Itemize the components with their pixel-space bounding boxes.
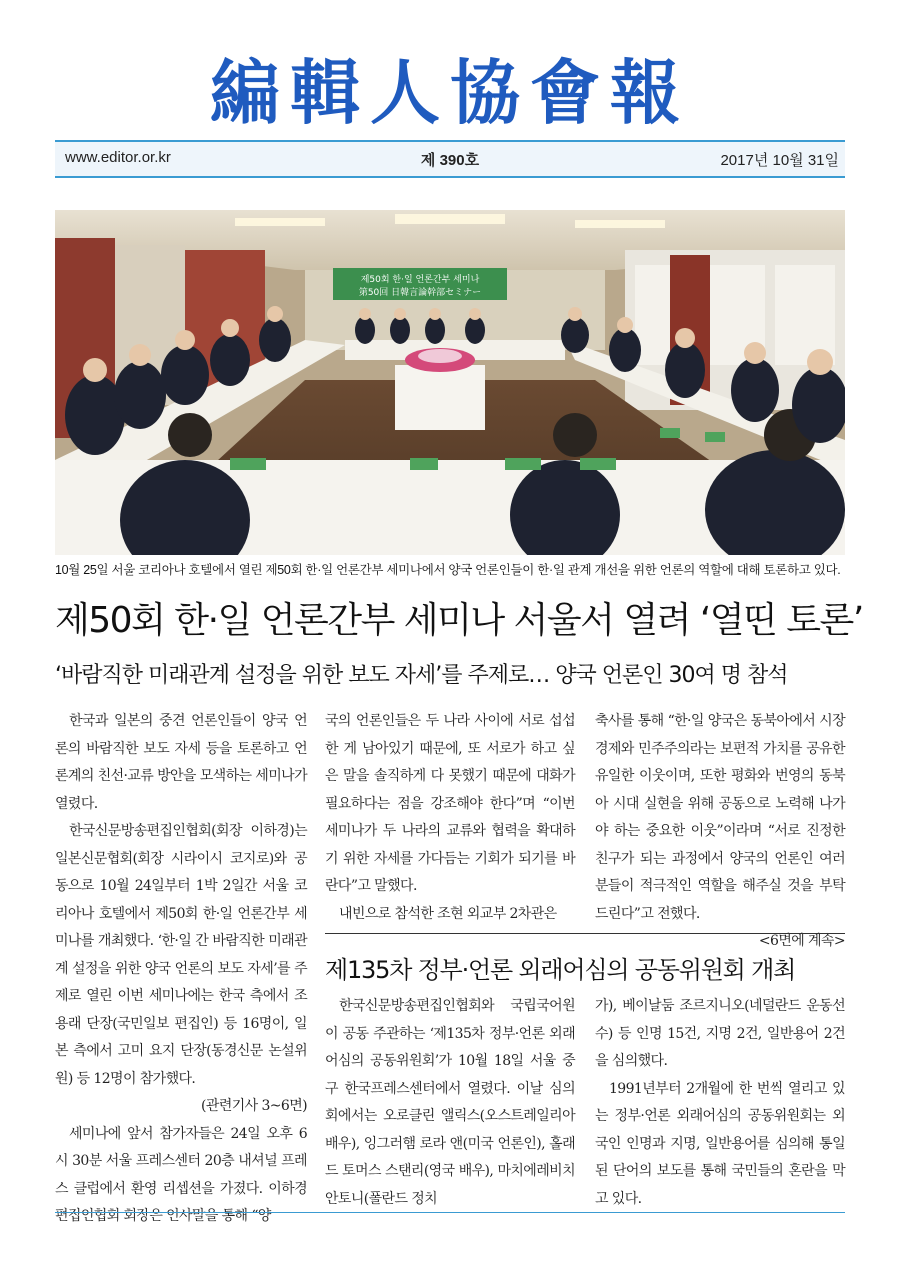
photo-caption: 10월 25일 서울 코리아나 호텔에서 열린 제50회 한·일 언론간부 세미나에서 양국 언론인들이 한·일 관계 개선을 위한 언론의 역할에 대해 토론하고 있다. xyxy=(55,563,841,577)
paragraph: 국의 언론인들은 두 나라 사이에 서로 섭섭한 게 남아있기 때문에, 또 서로가 하고 싶은 말을 솔직하게 다 못했기 때문에 대화가 필요하다는 점을 강조해야 한다”며 “이번 세미나가 두 나라의 교류와 협력을 확대하기 위한 자세를 가다듬는 기회가 되기를 바란다”고 말했다. xyxy=(325,713,575,894)
banner-text-korean: 제50회 한·일 언론간부 세미나 xyxy=(360,275,480,285)
bottom-rule xyxy=(55,1212,845,1213)
article-column-3 xyxy=(595,708,845,956)
section-divider xyxy=(325,933,845,934)
second-article-column-1 xyxy=(325,993,575,1213)
masthead-title: 編輯人協會報 xyxy=(210,52,690,134)
issue-date: 2017년 10월 31일 xyxy=(720,152,839,169)
issue-number: 제 390호 xyxy=(420,152,480,169)
banner-text-japanese: 第50回 日韓言論幹部セミナー xyxy=(358,288,482,298)
main-headline: 제50회 한·일 언론간부 세미나 서울서 열려 ‘열띤 토론’ xyxy=(55,600,863,641)
paragraph: 축사를 통해 “한·일 양국은 동북아에서 시장경제와 민주주의라는 보편적 가치를 공유한 유일한 이웃이며, 또한 평화와 번영의 동북아 시대 실현을 위해 공동으로 노력해 나가야 하는 중요한 이웃”이라며 “서로 진정한 친구가 되는 과정에서 양국의 언론인 여러분들이 적극적인 역할을 해주실 것을 부탁드린다”고 전했다. xyxy=(595,713,845,922)
paragraph: 세미나에 앞서 참가자들은 24일 오후 6시 30분 서울 프레스센터 20층 내셔널 프레스 클럽에서 환영 리셉션을 가졌다. 이하경 편집인협회 회장은 인사말을 통해 “양 xyxy=(55,1125,307,1224)
second-headline: 제135차 정부·언론 외래어심의 공동위원회 개최 xyxy=(325,956,796,984)
paragraph: 내빈으로 참석한 조현 외교부 2차관은 xyxy=(339,905,557,922)
paragraph: 한국신문방송편집인협회와 국립국어원이 공동 주관하는 ‘제135차 정부·언론 외래어심의 공동위원회’가 10월 18일 서울 중구 한국프레스센터에서 열렸다. 이날 심의회에서는 오로클린 앨릭스(오스트레일리아 배우), 잉그러햄 로라 앤(미국 언론인), 홀래드 토머스 스탠리(영국 배우), 마치에레비치 안토니(폴란드 정치 xyxy=(325,998,575,1207)
paragraph: 1991년부터 2개월에 한 번씩 열리고 있는 정부·언론 외래어심의 공동위원회는 외국인 인명과 지명, 일반용어를 심의해 통일된 단어의 보도를 통해 국민들의 혼란을 막고 있다. xyxy=(595,1080,845,1207)
website-url[interactable]: www.editor.or.kr xyxy=(65,149,171,166)
paragraph: 한국신문방송편집인협회(회장 이하경)는 일본신문협회(회장 시라이시 코지로)와 공동으로 10월 24일부터 1박 2일간 서울 코리아나 호텔에서 제50회 한·일 언론간부 세미나를 개최했다. ‘한·일 간 바람직한 미래관계 설정을 위한 양국 언론의 보도 자세’를 주제로 열린 이번 세미나에는 한국 측에서 조용래 단장(국민일보 편집인) 등 16명이, 일본 측에서 고미 요지 단장(동경신문 논설위원) 등 12명이 참가했다. xyxy=(55,823,307,1087)
seminar-photo xyxy=(55,210,845,555)
second-article-column-2 xyxy=(595,993,845,1213)
issue-info-bar xyxy=(55,140,845,178)
main-subheadline: ‘바람직한 미래관계 설정을 위한 보도 자세’를 주제로… 양국 언론인 30여 명 참석 xyxy=(55,663,788,688)
continued-notice: <6면에 계속> xyxy=(758,933,845,949)
masthead xyxy=(0,48,900,138)
article-column-1 xyxy=(55,708,307,1231)
related-article-reference: (관련기사 3~6면) xyxy=(201,1098,307,1114)
article-column-2 xyxy=(325,708,575,928)
paragraph: 가), 베이날둠 조르지니오(네덜란드 운동선수) 등 인명 15건, 지명 2건, 일반용어 2건을 심의했다. xyxy=(595,998,845,1069)
paragraph: 한국과 일본의 중견 언론인들이 양국 언론의 바람직한 보도 자세 등을 토론하고 언론계의 친선·교류 방안을 모색하는 세미나가 열렸다. xyxy=(55,713,307,812)
